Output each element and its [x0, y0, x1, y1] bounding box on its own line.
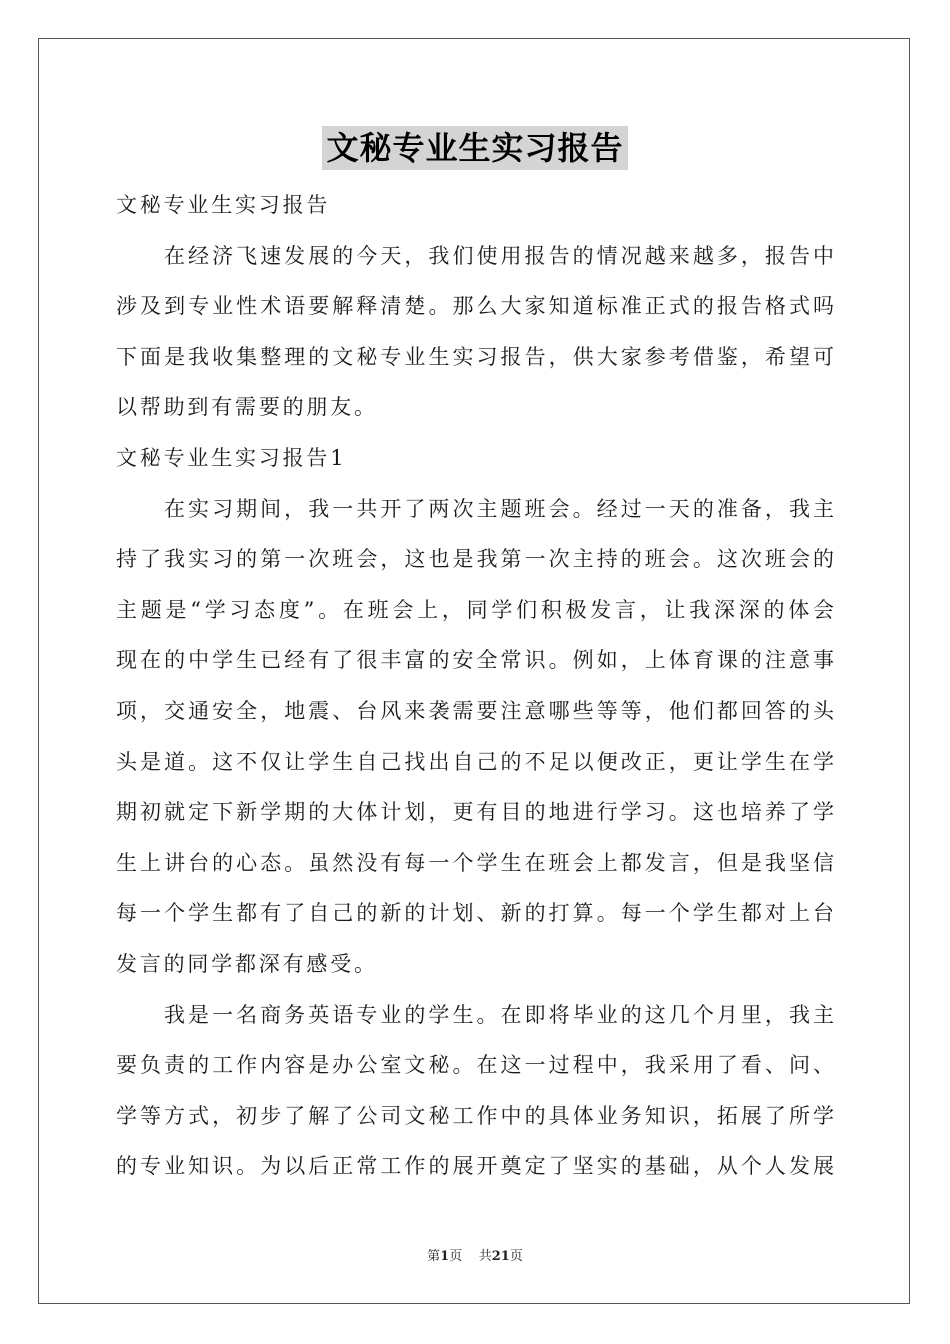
- footer-total-pages: 21: [491, 1249, 510, 1264]
- paragraph-line: 发言的同学都深有感受。: [116, 951, 378, 976]
- paragraph-line: 以帮助到有需要的朋友。: [116, 395, 378, 420]
- paragraph-line: 我是一名商务英语专业的学生。在即将毕业的这几个月里，我主: [164, 1002, 834, 1027]
- paragraph-line: 现在的中学生已经有了很丰富的安全常识。例如，上体育课的注意事: [116, 648, 834, 673]
- paragraph-line: 持了我实习的第一次班会，这也是我第一次主持的班会。这次班会的: [116, 547, 834, 572]
- paragraph-line: 每一个学生都有了自己的新的计划、新的打算。每一个学生都对上台: [116, 901, 834, 926]
- footer-page-suffix: 页: [449, 1249, 463, 1264]
- paragraph-line: 期初就定下新学期的大体计划，更有目的地进行学习。这也培养了学: [116, 800, 834, 825]
- footer-total-prefix: 共: [478, 1249, 492, 1264]
- paragraph-line: 在经济飞速发展的今天，我们使用报告的情况越来越多，报告中: [164, 243, 834, 268]
- section-heading: 文秘专业生实习报告1: [116, 445, 347, 470]
- paragraph-line: 生上讲台的心态。虽然没有每一个学生在班会上都发言，但是我坚信: [116, 850, 834, 875]
- paragraph-line: 学等方式，初步了解了公司文秘工作中的具体业务知识，拓展了所学: [116, 1103, 834, 1128]
- footer-page-prefix: 第: [427, 1249, 441, 1264]
- paragraph-line: 涉及到专业性术语要解释清楚。那么大家知道标准正式的报告格式吗: [116, 294, 834, 319]
- paragraph-line: 头是道。这不仅让学生自己找出自己的不足以便改正，更让学生在学: [116, 749, 834, 774]
- document-body: [116, 180, 834, 1192]
- title-container: [0, 126, 950, 170]
- footer-page-number: 1: [440, 1249, 450, 1264]
- paragraph-line: 项，交通安全，地震、台风来袭需要注意哪些等等，他们都回答的头: [116, 698, 834, 723]
- page-footer: [0, 1248, 950, 1266]
- document-title: 文秘专业生实习报告: [322, 126, 627, 170]
- paragraph-line: 主题是“学习态度”。在班会上，同学们积极发言，让我深深的体会: [116, 597, 834, 622]
- footer-total-suffix: 页: [509, 1249, 523, 1264]
- paragraph-line: 的专业知识。为以后正常工作的展开奠定了坚实的基础，从个人发展: [116, 1154, 834, 1179]
- paragraph-line: 在实习期间，我一共开了两次主题班会。经过一天的准备，我主: [164, 496, 834, 521]
- paragraph-line: 下面是我收集整理的文秘专业生实习报告，供大家参考借鉴，希望可: [116, 344, 834, 369]
- paragraph-line: 要负责的工作内容是办公室文秘。在这一过程中，我采用了看、问、: [116, 1053, 834, 1078]
- section-heading: 文秘专业生实习报告: [116, 193, 331, 217]
